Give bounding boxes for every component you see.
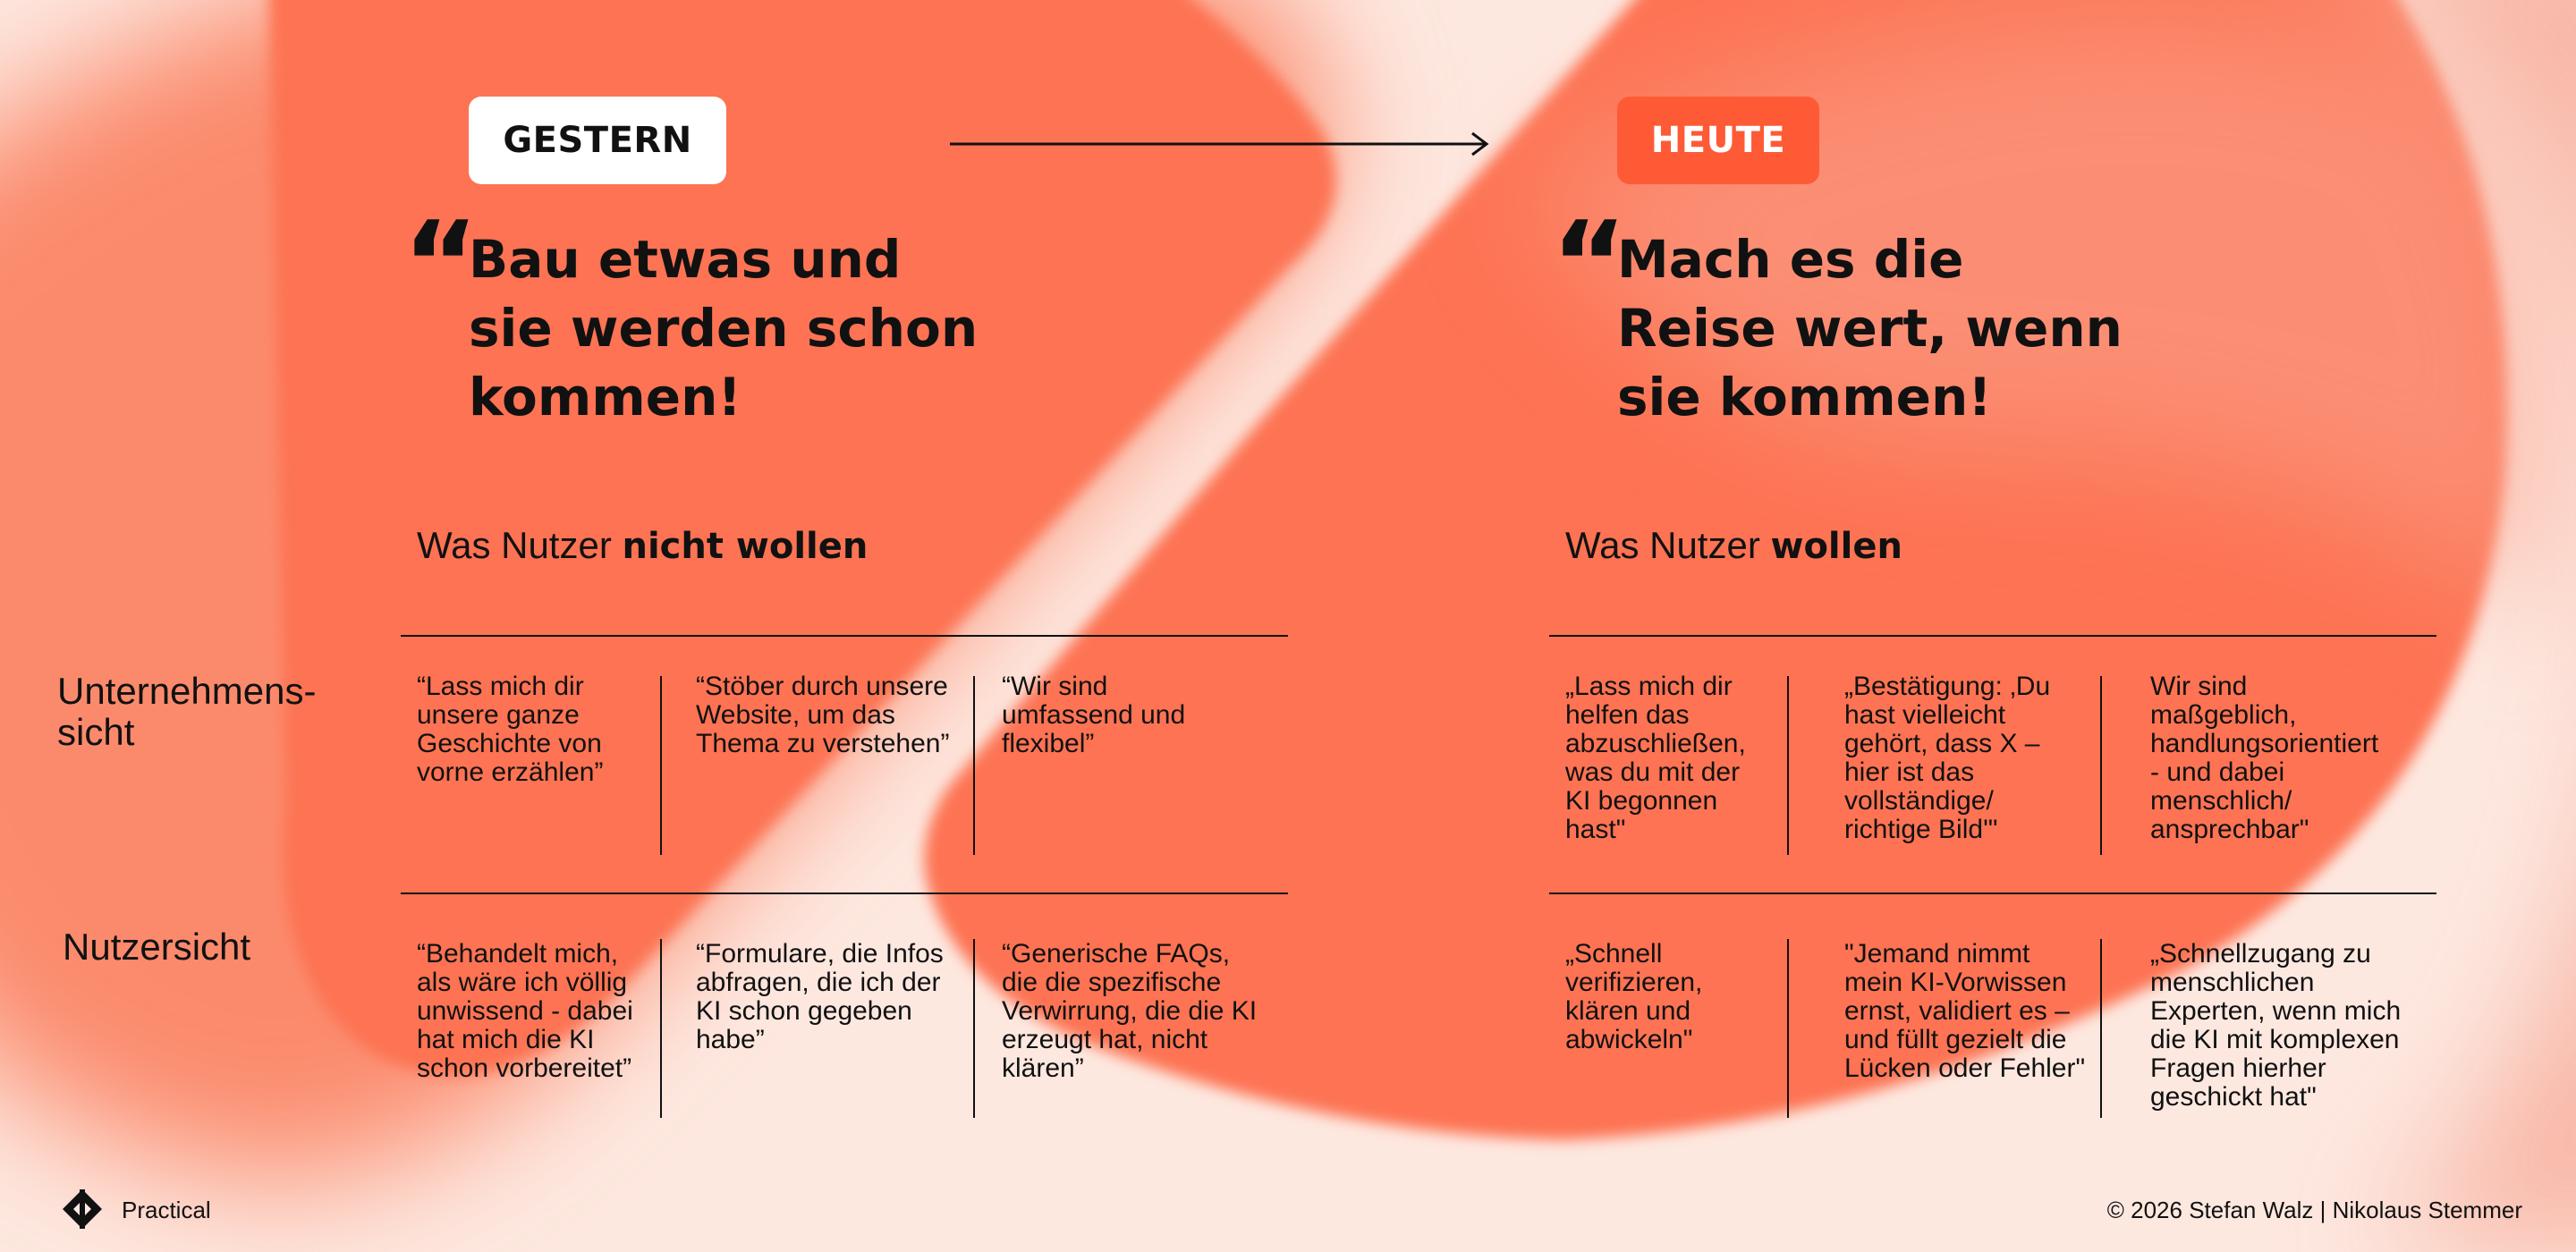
- divider-right-middle: [1549, 892, 2436, 894]
- headline-left-line-3: kommen!: [469, 367, 741, 427]
- quote-mark-left: “: [402, 196, 479, 332]
- table-cell: “Wir sind umfassend und flexibel”: [1002, 672, 1186, 758]
- arrow-right-icon: [950, 131, 1492, 157]
- tag-gestern: GESTERN: [469, 97, 726, 184]
- headline-left: [469, 225, 1023, 432]
- subtitle-right-bold: wollen: [1770, 526, 1902, 567]
- column-divider: [2100, 939, 2102, 1118]
- table-cell: „Lass mich dir helfen das abzuschließen, was du mit der KI begonnen hast": [1565, 672, 1746, 844]
- brand-name: Practical: [122, 1197, 211, 1223]
- table-cell: Wir sind maßgeblich, handlungsorientiert - und dabei menschlich/ ansprechbar": [2150, 672, 2379, 844]
- table-cell: „Bestätigung: ‚Du hast vielleicht gehört, dass X – hier ist das vollständige/ richtige Bild'": [1844, 672, 2051, 844]
- table-cell: “Behandelt mich, als wäre ich völlig unwissend - dabei hat mich die KI schon vorbereitet”: [417, 939, 633, 1083]
- table-cell: “Stöber durch unsere Website, um das Thema zu verstehen”: [696, 672, 950, 758]
- subtitle-right-prefix: Was Nutzer: [1565, 524, 1771, 566]
- table-cell: „Schnell verifizieren, klären und abwickeln": [1565, 939, 1703, 1054]
- column-divider: [1787, 676, 1789, 855]
- subtitle-right: [1565, 524, 1902, 567]
- divider-right-top: [1549, 635, 2436, 637]
- column-divider: [2100, 676, 2102, 855]
- diamond-logo-icon: [61, 1188, 104, 1231]
- divider-left-middle: [401, 892, 1288, 894]
- headline-right-line-3: sie kommen!: [1617, 367, 1992, 427]
- headline-left-line-2: sie werden schon: [469, 298, 979, 359]
- headline-right-line-1: Mach es die: [1617, 229, 1964, 290]
- tag-heute: HEUTE: [1617, 97, 1819, 184]
- table-cell: “Generische FAQs, die die spezifische Verwirrung, die die KI erzeugt hat, nicht klären”: [1002, 939, 1258, 1083]
- subtitle-left-bold: nicht wollen: [622, 526, 869, 567]
- headline-right: [1617, 225, 2172, 432]
- table-cell: “Formulare, die Infos abfragen, die ich der KI schon gegeben habe”: [696, 939, 944, 1054]
- table-cell: „Schnellzugang zu menschlichen Experten, wenn mich die KI mit komplexen Fragen hierher geschickt hat": [2150, 939, 2402, 1112]
- column-divider: [1787, 939, 1789, 1118]
- headline-left-line-1: Bau etwas und: [469, 229, 902, 290]
- divider-left-top: [401, 635, 1288, 637]
- table-cell: "Jemand nimmt mein KI-Vorwissen ernst, validiert es – und füllt gezielt die Lücken oder Fehler": [1844, 939, 2086, 1083]
- column-divider: [973, 676, 975, 855]
- column-divider: [660, 939, 662, 1118]
- quote-mark-right: “: [1551, 196, 1628, 332]
- table-cell: “Lass mich dir unsere ganze Geschichte von vorne erzählen”: [417, 672, 604, 787]
- subtitle-left-prefix: Was Nutzer: [417, 524, 623, 566]
- copyright: © 2026 Stefan Walz | Nikolaus Stemmer: [2106, 1197, 2522, 1223]
- subtitle-left: [417, 524, 868, 567]
- column-divider: [973, 939, 975, 1118]
- headline-right-line-2: Reise wert, wenn: [1617, 298, 2123, 359]
- row-label-unternehmenssicht: Unternehmens- sicht: [57, 670, 317, 753]
- row-label-nutzersicht: Nutzersicht: [63, 926, 251, 968]
- column-divider: [660, 676, 662, 855]
